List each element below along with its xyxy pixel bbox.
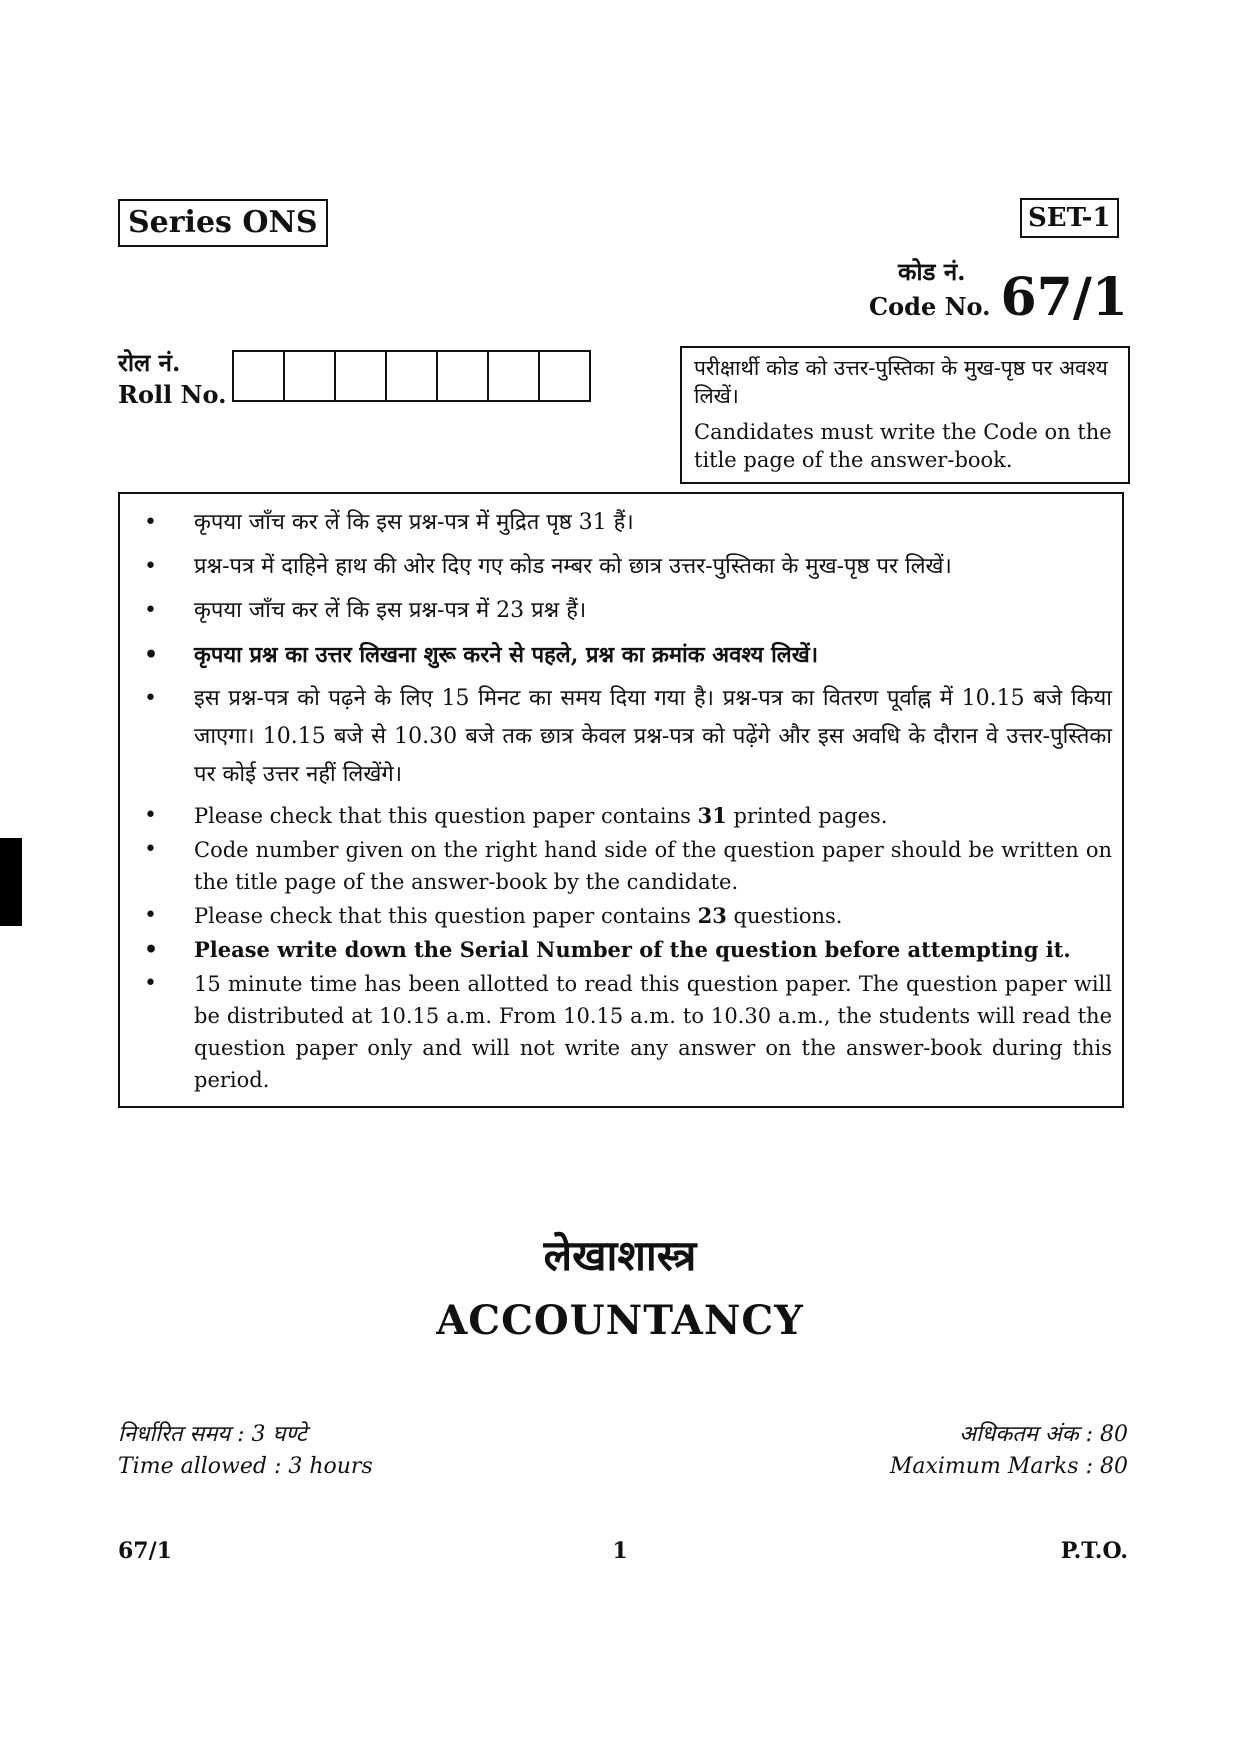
roll-label-english: Roll No. — [118, 380, 227, 409]
instruction-hi-1: • कृपया जाँच कर लें कि इस प्रश्न-पत्र में मुद्रित पृष्ठ 31 हैं। — [140, 504, 1112, 542]
roll-digit-box[interactable] — [438, 352, 489, 400]
candidate-note-english: Candidates must write the Code on the title page of the answer-book. — [694, 420, 1112, 472]
instruction-en-2: • Code number given on the right hand side of the question paper should be written on the title page of the answer-book by the candidate. — [140, 834, 1112, 898]
roll-digit-box[interactable] — [489, 352, 540, 400]
roll-number-boxes[interactable] — [232, 350, 591, 402]
instruction-hi-4: • कृपया प्रश्न का उत्तर लिखना शुरू करने से पहले, प्रश्न का क्रमांक अवश्य लिखें। — [140, 636, 1112, 674]
set-label: SET-1 — [1020, 198, 1119, 238]
max-marks-hindi: अधिकतम अंक : 80 — [959, 1422, 1128, 1447]
instruction-en-3-suffix: questions. — [726, 904, 843, 928]
page-number: 1 — [612, 1538, 628, 1564]
roll-digit-box[interactable] — [234, 352, 285, 400]
series-label: Series ONS — [118, 199, 328, 247]
roll-digit-box[interactable] — [336, 352, 387, 400]
subject-title-english: ACCOUNTANCY — [436, 1297, 804, 1344]
time-allowed-hindi: निर्धारित समय : 3 घण्टे — [118, 1422, 307, 1447]
instruction-hi-2: • प्रश्न-पत्र में दाहिने हाथ की ओर दिए गए कोड नम्बर को छात्र उत्तर-पुस्तिका के मुख-पृष्ठ पर लिखें। — [140, 548, 1112, 586]
instruction-hi-5: • इस प्रश्न-पत्र को पढ़ने के लिए 15 मिनट का समय दिया गया है। प्रश्न-पत्र का वितरण पूर्वाह्न में 10.15 बजे किया जाएगा। 10.15 बजे से 10.30 बजे तक छात्र केवल प्रश्न-पत्र को पढ़ेंगे और इस अवधि के दौरान वे उत्तर-पुस्तिका पर कोई उत्तर नहीं लिखेंगे। — [140, 680, 1112, 794]
roll-digit-box[interactable] — [540, 352, 589, 400]
footer-code: 67/1 — [118, 1538, 172, 1564]
instruction-en-1 — [140, 800, 1112, 832]
instructions-box — [118, 492, 1124, 1108]
instructions-hindi — [140, 504, 1112, 794]
code-value: 67/1 — [1000, 267, 1128, 328]
code-number-line — [869, 268, 1128, 328]
roll-label-hindi: रोल नं. — [118, 348, 181, 377]
roll-digit-box[interactable] — [285, 352, 336, 400]
time-allowed-english: Time allowed : 3 hours — [118, 1454, 373, 1479]
candidate-note-box — [680, 346, 1130, 484]
subject-title-hindi: लेखाशास्त्र — [543, 1231, 697, 1280]
code-label-hindi: कोड नं. — [898, 257, 966, 286]
instruction-en-5: • 15 minute time has been allotted to read this question paper. The question paper will be distributed at 10.15 a.m. From 10.15 a.m. to 10.30 a.m., the students will read the question paper only and will not write any answer on the answer-book during this period. — [140, 968, 1112, 1096]
instruction-en-1-text: Please check that this question paper contains — [194, 804, 698, 828]
side-marker-bar — [0, 838, 22, 926]
roll-digit-box[interactable] — [387, 352, 438, 400]
instruction-en-3-text: Please check that this question paper contains — [194, 904, 698, 928]
page-count: 31 — [697, 803, 727, 828]
candidate-note-hindi: परीक्षार्थी कोड को उत्तर-पुस्तिका के मुख-पृष्ठ पर अवश्य लिखें। — [694, 356, 1108, 408]
max-marks-english: Maximum Marks : 80 — [889, 1454, 1128, 1479]
question-count: 23 — [697, 903, 727, 928]
instruction-en-3 — [140, 900, 1112, 932]
footer-pto: P.T.O. — [1060, 1538, 1128, 1564]
instruction-en-4: • Please write down the Serial Number of the question before attempting it. — [140, 934, 1112, 966]
code-label-english: Code No. — [869, 292, 991, 321]
instructions-english — [140, 800, 1112, 1096]
instruction-en-1-suffix: printed pages. — [726, 804, 888, 828]
instruction-hi-3: • कृपया जाँच कर लें कि इस प्रश्न-पत्र में 23 प्रश्न हैं। — [140, 592, 1112, 630]
